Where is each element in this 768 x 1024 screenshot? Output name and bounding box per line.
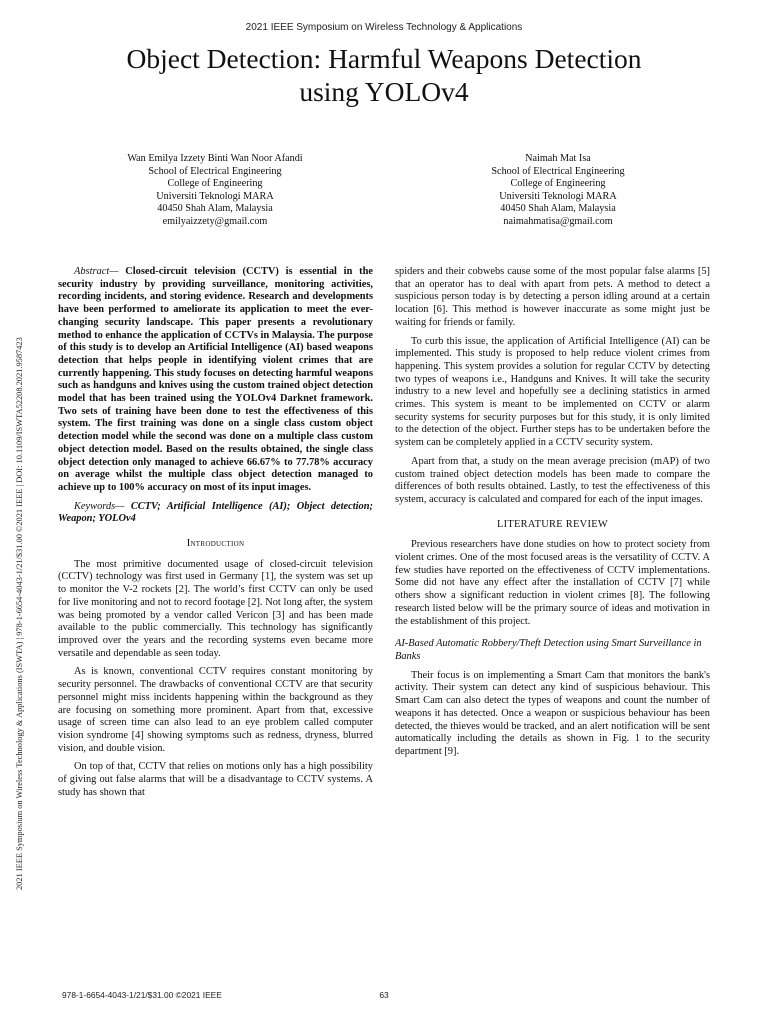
author-name: Wan Emilya Izzety Binti Wan Noor Afandi [127, 153, 303, 164]
literature-review-heading: LITERATURE REVIEW [496, 518, 608, 530]
title-line-2: using YOLOv4 [299, 76, 469, 107]
author-email: emilyaizzety@gmail.com [162, 215, 268, 227]
abstract-text: Closed-circuit television (CCTV) is essential in the security industry by providing surveillance, monitoring activities, recording incidents, and storing evidence. Research and developments have been performed to ameliorate its application to meet the ever-changing security landscape. This paper presents a revolutionary method to enhance the application of CCTVs in Malaysia. The purpose of this study is to develop an Artificial Intelligence (AI) based weapons detection that helps people in identifying violent crimes that are currently happening. This study focuses on detecting harmful weapons such as handguns and knives using the custom trained object detection model that has been trained using the YOLOv4 Darknet framework. Two sets of training have been done to test the effectiveness of this system. The first training was done on a single class custom object detection model while the second was done on a multiple class custom object detection model. Based on the results obtained, the single class object detection only managed to achieve 66.67% to 77.78% accuracy on average whilst the multiple class object detection managed to achieve up to 100% accuracy on most of its input images. [58, 266, 373, 493]
left-column [58, 266, 373, 805]
doi-side-strip: 2021 IEEE Symposium on Wireless Technology & Applications (ISWTA) | 978-1-6654-4043-1/21/$31.00 ©2021 IEEE | DOI: 10.1109/ISWTA52208.2021.9587423 [15, 337, 24, 890]
literature-paragraph-1: Previous researchers have done studies on how to protect society from violent crimes. One of the most focused areas is the versatility of CCTV. A few studies have reported on the effectiveness of CCTV implementations. Some did not have any effect after the installation of CCTV [7] while others show a significant reduction in violent crimes [8]. The following research listed below will be the primary source of ideas and motivation in the establishment of this project. [395, 539, 710, 627]
literature-paragraph-2: Their focus is on implementing a Smart Cam that monitors the bank's activity. Their system can detect any kind of suspicious behaviour. This Smart Cam can also detect the types of weapons and count the number of weapons it has detected. Once a weapon or suspicious behaviour has been detected, the thieves would be tracked, and an alert notification will be sent automatically including the details as shown in Fig. 1 to the security department [9]. [395, 669, 710, 757]
author-block-1 [75, 153, 355, 229]
abstract-label: Abstract— [74, 266, 119, 277]
keywords-label: Keywords— [74, 500, 125, 512]
author-address: 40450 Shah Alam, Malaysia [157, 203, 273, 215]
intro-paragraph-3-continued: spiders and their cobwebs cause some of the most popular false alarms [5] that an operator has to deal with apart from pets. A method to detect a suspicious person today is by detecting a person idling around at a certain location [6]. This method is however inaccurate as some might just be waiting for friends or family. [395, 266, 710, 328]
introduction-heading: Introduction [186, 538, 245, 550]
paper-title [40, 42, 728, 108]
intro-paragraph-4: To curb this issue, the application of Artificial Intelligence (AI) can be implemented. This study is proposed to help reduce violent crimes from happening. This system provides a solution for regular CCTV by detecting two types of weapons i.e., Handguns and Knives. It will take the security industry to a new level and hopefully see a declining statistics in armed crimes. This system is meant to be implemented on CCTV or alarm security systems for security purposes but for this study, it is only limited to the detection of the object. Further steps has to be undertaken before the system can be completely applied in a CCTV security system. [395, 335, 710, 449]
intro-paragraph-2: As is known, conventional CCTV requires constant monitoring by security personnel. The drawbacks of conventional CCTV are that security personnel might miss incidents happening within the background as they are focusing on something more prominent. Apart from that, excessive usage of screen time can also lead to an eye problem called computer vision syndrome [4] showing symptoms such as redness, dryness, blurred vision, and double vision. [58, 666, 373, 754]
intro-paragraph-1: The most primitive documented usage of closed-circuit television (CCTV) technology was first used in Germany [1], the system was set up to monitor the V-2 rockets [2]. The world’s first CCTV can only be used for live monitoring and not to record footage [2]. Not long after, the system was being promoted by a vendor called Vericon [3] and has been made available to the public commercially. This technology has significantly improved over the years and the recording systems even became more versatile and dependable as seen today. [58, 558, 373, 659]
literature-subheading: AI-Based Automatic Robbery/Theft Detection using Smart Surveillance in Banks [395, 638, 702, 662]
keywords [58, 501, 373, 526]
page-number-text: 63 [379, 990, 389, 1000]
author-block-2 [418, 153, 698, 229]
author-email: naimahmatisa@gmail.com [503, 215, 613, 227]
keywords-text: CCTV; Artificial Intelligence (AI); Object detection; Weapon; YOLOv4 [58, 500, 373, 525]
author-address: 40450 Shah Alam, Malaysia [500, 203, 616, 215]
author-school: School of Electrical Engineering [148, 165, 282, 177]
author-university: Universiti Teknologi MARA [156, 190, 274, 202]
footer-identifier: 978-1-6654-4043-1/21/$31.00 ©2021 IEEE [62, 990, 222, 1000]
author-university: Universiti Teknologi MARA [499, 190, 617, 202]
abstract [58, 266, 373, 495]
author-school: School of Electrical Engineering [491, 165, 625, 177]
title-line-1: Object Detection: Harmful Weapons Detection [126, 43, 642, 74]
intro-paragraph-5: Apart from that, a study on the mean average precision (mAP) of two custom trained object detection models has been made to compare the differences of both results obtained. Lastly, to test the effectiveness of this system, accuracy is calculated and compared for each of the input images. [395, 455, 710, 505]
author-college: College of Engineering [510, 178, 606, 190]
right-column [395, 266, 710, 765]
page-number [0, 990, 768, 1000]
conference-header: 2021 IEEE Symposium on Wireless Technology & Applications [245, 22, 523, 33]
author-name: Naimah Mat Isa [525, 153, 591, 164]
intro-paragraph-3: On top of that, CCTV that relies on motions only has a high possibility of giving out false alarms that will be a disadvantage to CCTV systems. A study has shown that [58, 761, 373, 798]
author-college: College of Engineering [167, 178, 263, 190]
